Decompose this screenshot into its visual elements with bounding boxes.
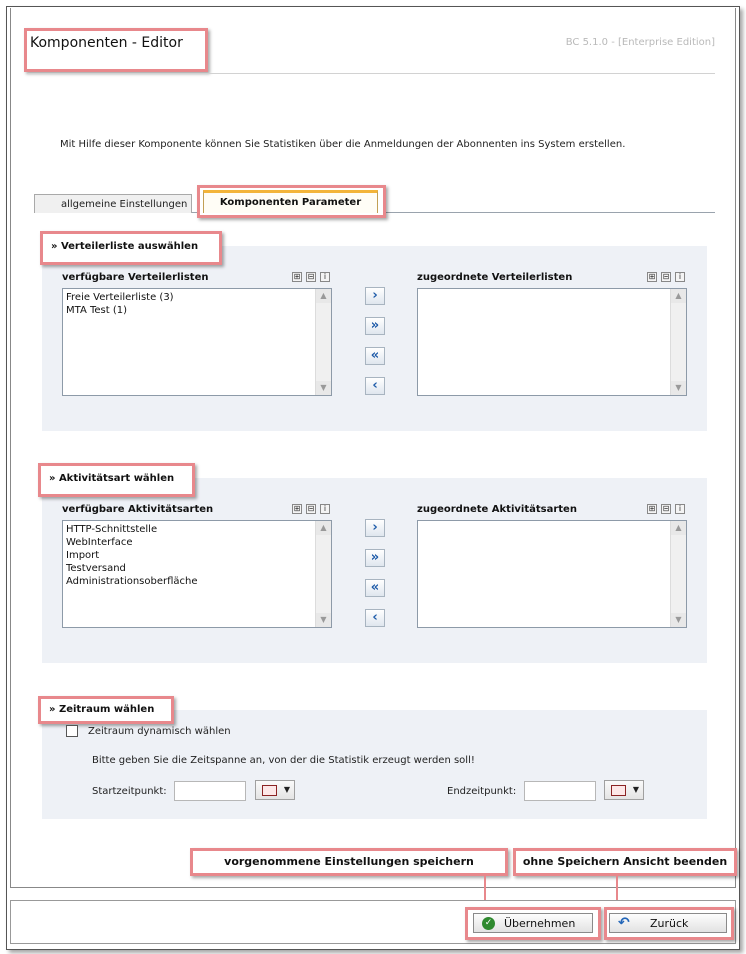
remove-selected-button[interactable]: ‹ (365, 377, 385, 395)
info-icon[interactable]: i (320, 272, 330, 282)
section-title-time-range: » Zeitraum wählen (38, 696, 174, 724)
scrollbar[interactable] (315, 521, 331, 627)
check-icon: ✓ (482, 917, 495, 930)
remove-selected-button[interactable]: ‹ (365, 609, 385, 627)
version-label: BC 5.1.0 - [Enterprise Edition] (565, 37, 715, 48)
available-activities-label: verfügbare Aktivitätsarten (62, 504, 214, 515)
assigned-activities-tools (647, 504, 685, 514)
scrollbar[interactable] (670, 289, 686, 395)
add-selected-button[interactable]: › (365, 519, 385, 537)
scroll-down-icon[interactable]: ▼ (671, 381, 686, 395)
expand-icon[interactable]: ⊞ (648, 272, 656, 281)
back-button[interactable] (609, 913, 727, 933)
scroll-up-icon[interactable]: ▲ (671, 521, 686, 535)
list-item[interactable]: Freie Verteilerliste (3) (66, 292, 174, 303)
list-item[interactable]: WebInterface (66, 537, 133, 548)
scroll-down-icon[interactable]: ▼ (671, 613, 686, 627)
dynamic-range-label: Zeitraum dynamisch wählen (88, 726, 231, 737)
callout-back: ohne Speichern Ansicht beenden (513, 848, 737, 876)
assigned-lists-label: zugeordnete Verteilerlisten (417, 272, 573, 283)
title-divider (28, 73, 715, 74)
tab-general-settings[interactable]: allgemeine Einstellungen (34, 194, 192, 213)
info-icon[interactable]: i (675, 272, 685, 282)
scrollbar[interactable] (670, 521, 686, 627)
assigned-activities-box[interactable] (417, 520, 687, 628)
expand-icon[interactable]: ⊞ (648, 504, 656, 513)
calendar-icon (262, 785, 277, 796)
available-lists-box[interactable] (62, 288, 332, 396)
list-item[interactable]: Administrationsoberfläche (66, 576, 198, 587)
apply-button-label: Übernehmen (504, 917, 576, 930)
available-lists-tools (292, 272, 330, 282)
tab-component-parameters[interactable]: Komponenten Parameter (203, 190, 378, 213)
available-activities-tools (292, 504, 330, 514)
start-date-picker-button[interactable] (255, 780, 295, 800)
expand-icon[interactable]: ⊞ (293, 272, 301, 281)
start-label: Startzeitpunkt: (92, 786, 167, 797)
start-date-input[interactable] (174, 781, 246, 801)
add-selected-button[interactable]: › (365, 287, 385, 305)
back-button-label: Zurück (650, 917, 689, 930)
assigned-lists-box[interactable] (417, 288, 687, 396)
dynamic-range-checkbox[interactable] (66, 725, 78, 737)
scroll-down-icon[interactable]: ▼ (316, 613, 331, 627)
calendar-icon (611, 785, 626, 796)
end-label: Endzeitpunkt: (447, 786, 517, 797)
scrollbar[interactable] (315, 289, 331, 395)
scroll-up-icon[interactable]: ▲ (316, 289, 331, 303)
info-icon[interactable]: i (675, 504, 685, 514)
expand-icon[interactable]: ⊞ (293, 504, 301, 513)
scroll-up-icon[interactable]: ▲ (316, 521, 331, 535)
collapse-icon[interactable]: ⊟ (307, 272, 315, 281)
scroll-up-icon[interactable]: ▲ (671, 289, 686, 303)
available-activities-box[interactable] (62, 520, 332, 628)
available-lists-label: verfügbare Verteilerlisten (62, 272, 209, 283)
collapse-icon[interactable]: ⊟ (307, 504, 315, 513)
collapse-icon[interactable]: ⊟ (662, 504, 670, 513)
apply-button[interactable] (473, 913, 593, 933)
undo-icon: ↶ (618, 915, 630, 931)
assigned-lists-tools (647, 272, 685, 282)
dropdown-arrow-icon: ▼ (632, 785, 639, 794)
list-item[interactable]: Testversand (66, 563, 126, 574)
end-date-input[interactable] (524, 781, 596, 801)
list-item[interactable]: MTA Test (1) (66, 305, 128, 316)
section-title-distribution-list: » Verteilerliste auswählen (40, 231, 222, 265)
list-item[interactable]: Import (66, 550, 100, 561)
remove-all-button[interactable]: « (365, 579, 385, 597)
remove-all-button[interactable]: « (365, 347, 385, 365)
page-title: Komponenten - Editor (30, 35, 183, 51)
assigned-activities-label: zugeordnete Aktivitätsarten (417, 504, 577, 515)
end-date-picker-button[interactable] (604, 780, 644, 800)
callout-save: vorgenommene Einstellungen speichern (190, 848, 508, 876)
collapse-icon[interactable]: ⊟ (662, 272, 670, 281)
info-icon[interactable]: i (320, 504, 330, 514)
list-item[interactable]: HTTP-Schnittstelle (66, 524, 158, 535)
intro-text: Mit Hilfe dieser Komponente können Sie Statistiken über die Anmeldungen der Abonnenten ins System erstellen. (60, 139, 626, 150)
scroll-down-icon[interactable]: ▼ (316, 381, 331, 395)
add-all-button[interactable]: » (365, 317, 385, 335)
time-range-hint: Bitte geben Sie die Zeitspanne an, von der die Statistik erzeugt werden soll! (92, 755, 475, 766)
dropdown-arrow-icon: ▼ (283, 785, 290, 794)
add-all-button[interactable]: » (365, 549, 385, 567)
section-title-activity-type: » Aktivitätsart wählen (38, 463, 195, 497)
